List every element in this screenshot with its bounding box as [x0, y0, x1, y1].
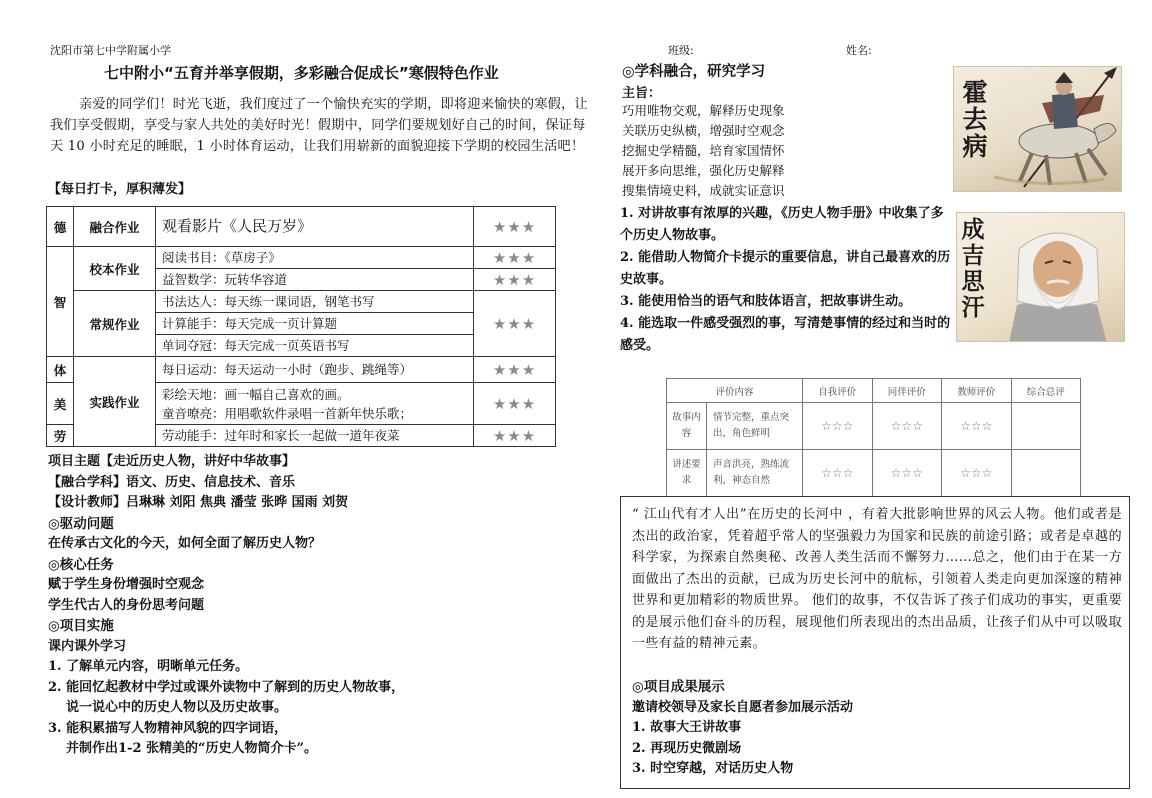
teacher-rating[interactable]: ☆☆☆: [942, 403, 1012, 450]
task-line: 彩绘天地：画一幅自己喜欢的画。: [162, 386, 350, 402]
goal-item: 关联历史纵横，增强时空观念: [622, 123, 785, 138]
results-item: 1. 故事大王讲故事: [632, 720, 742, 735]
implementation-heading: ◎项目实施: [48, 618, 114, 634]
page-title: 七中附小“五育并举享假期，多彩融合促成长”寒假特色作业: [104, 64, 499, 82]
star-rating: ★★★: [474, 425, 556, 447]
header-cell: 自我评价: [803, 379, 873, 403]
star-rating: ★★★: [474, 269, 556, 291]
ability-item: 1. 对讲故事有浓厚的兴趣，《历史人物手册》中收集了多个历史人物故事。: [620, 206, 944, 243]
task-cell: 劳动能手：过年时和家长一起做一道年夜菜: [156, 425, 474, 447]
ability-item: 4. 能选取一件感受强烈的事，写清楚事情的经过和当时的感受。: [620, 316, 951, 353]
evaluation-table: [666, 378, 1081, 497]
peer-rating[interactable]: ☆☆☆: [872, 450, 942, 497]
portrait-huo-qubing: [953, 66, 1122, 192]
category-cell: 体: [47, 357, 74, 383]
type-cell: 实践作业: [74, 357, 156, 447]
table-row: [47, 357, 556, 383]
daily-heading: 【每日打卡，厚积薄发】: [48, 182, 192, 197]
row-label: 故事内容: [667, 403, 707, 450]
star-rating: ★★★: [474, 291, 556, 357]
project-theme: 项目主题【走近历史人物，讲好中华故事】: [48, 454, 296, 469]
peer-rating[interactable]: ☆☆☆: [872, 403, 942, 450]
driving-question: 在传承古文化的今天，如何全面了解历史人物？: [48, 536, 322, 551]
implementation-item: 2. 能回忆起教材中学过或课外读物中了解到的历史人物故事，: [48, 679, 405, 695]
subject-fusion-heading: ◎学科融合，研究学习: [622, 64, 766, 80]
header-cell: 同伴评价: [872, 379, 942, 403]
header-cell: 教师评价: [942, 379, 1012, 403]
task-cell: 书法达人：每天练一课词语，钢笔书写: [156, 291, 474, 313]
total-rating[interactable]: [1011, 403, 1081, 450]
task-cell: 计算能手：每天完成一页计算题: [156, 313, 474, 335]
category-cell: 德: [47, 207, 74, 247]
project-teachers: 【设计教师】吕琳琳 刘阳 焦典 潘莹 张晔 国雨 刘贺: [48, 495, 349, 510]
portrait-genghis-khan: [956, 212, 1125, 342]
task-cell: 单词夺冠：每天完成一页英语书写: [156, 335, 474, 357]
type-cell: 校本作业: [74, 247, 156, 291]
goal-item: 展开多向思维，强化历史解释: [622, 163, 785, 178]
criteria-cell: 情节完整，重点突出，角色鲜明: [707, 403, 803, 450]
implementation-item: 并制作出1-2 张精美的“历史人物简介卡”。: [66, 741, 317, 756]
task-cell: 益智数学：玩转华容道: [156, 269, 474, 291]
task-cell: 阅读书目：《草房子》: [156, 247, 474, 269]
implementation-item: 1. 了解单元内容，明晰单元任务。: [48, 659, 249, 674]
goal-item: 搜集情境史料，成就实证意识: [622, 183, 785, 198]
header-cell: 评价内容: [667, 379, 803, 403]
ability-item: 2. 能借助人物简介卡提示的重要信息，讲自己最喜欢的历史故事。: [620, 250, 951, 287]
results-invite: 邀请校领导及家长自愿者参加展示活动: [632, 699, 854, 715]
category-cell: 劳: [47, 425, 74, 447]
homework-table: [46, 206, 556, 447]
project-subjects: 【融合学科】语文、历史、信息技术、音乐: [48, 474, 296, 490]
driving-question-heading: ◎驱动问题: [48, 515, 114, 532]
goal-item: 挖掘史学精髓，培育家国情怀: [622, 143, 785, 158]
ability-list: [620, 203, 952, 357]
category-cell: 美: [47, 383, 74, 425]
goal-list: [622, 101, 785, 201]
table-row: [47, 207, 556, 247]
task-cell: 观看影片《人民万岁》: [156, 207, 474, 247]
table-row: [667, 379, 1081, 403]
results-section: [632, 677, 1122, 780]
name-label: 姓名:: [846, 44, 872, 57]
class-label: 班级:: [668, 44, 694, 57]
self-rating[interactable]: ☆☆☆: [803, 403, 873, 450]
star-rating: ★★★: [474, 247, 556, 269]
criteria-cell: 声音洪亮，熟练流利，神态自然: [707, 450, 803, 497]
table-row: [47, 291, 556, 313]
self-rating[interactable]: ☆☆☆: [803, 450, 873, 497]
teacher-rating[interactable]: ☆☆☆: [942, 450, 1012, 497]
core-task-item: 学生代古人的身份思考问题: [48, 597, 205, 613]
portrait-name: 成 吉 思 汗: [961, 216, 985, 321]
results-item: 2. 再现历史微剧场: [632, 740, 742, 756]
implementation-item: 3. 能积累描写人物精神风貌的四字词语，: [48, 720, 288, 736]
implementation-sub: 课内课外学习: [48, 638, 127, 654]
star-rating: ★★★: [474, 383, 556, 425]
task-cell: 每日运动：每天运动一小时（跑步、跳绳等）: [156, 357, 474, 383]
type-cell: 融合作业: [74, 207, 156, 247]
task-cell: [156, 383, 474, 425]
portrait-name: 霍 去 病: [962, 78, 988, 161]
quote-paragraph: “ 江山代有才人出”在历史的长河中 ，有着大批影响世界的风云人物。他们或者是杰出的政治家，凭着超乎常人的坚强毅力为国家和民族的前途引路；或者是卓越的科学家，为探索自然奥秘、改善人类生活而不懈努力……总之，他们由于在某一方面做出了杰出的贡献，已成为历史长河中的航标，引领着人类走向更加深邃的精神世界和更加精彩的物质世界。 他们的故事，不仅告诉了孩子们成功的事实，更重要的是展示他们奋斗的历程，展现他们所表现出的杰出品质，让孩子们从中可以吸取一些有益的精神元素。: [632, 507, 1122, 651]
total-rating[interactable]: [1011, 450, 1081, 497]
row-label: 讲述要求: [667, 450, 707, 497]
task-line: 童音嘹亮：用唱歌软件录唱一首新年快乐歌；: [162, 405, 413, 421]
goal-item: 巧用唯物交观，解释历史现象: [622, 103, 785, 118]
core-task-heading: ◎核心任务: [48, 556, 114, 573]
implementation-item: 说一说心中的历史人物以及历史故事。: [66, 700, 288, 715]
intro-paragraph: 亲爱的同学们！时光飞逝，我们度过了一个愉快充实的学期，即将迎来愉快的寒假，让我们享受假期，享受与家人共处的美好时光！假期中，同学们要规划好自己的时间，保证每天 10 小时充足的睡眠，1 小时体育运动，让我们用崭新的面貌迎接下学期的校园生活吧！: [50, 97, 588, 154]
table-row: [667, 403, 1081, 450]
results-heading: ◎项目成果展示: [632, 679, 725, 695]
ability-item: 3. 能使用恰当的语气和肢体语言，把故事讲生动。: [620, 294, 912, 309]
type-cell: 常规作业: [74, 291, 156, 357]
star-rating: ★★★: [474, 207, 556, 247]
core-task-item: 赋于学生身份增强时空观念: [48, 577, 205, 592]
header-cell: 综合总评: [1011, 379, 1081, 403]
star-rating: ★★★: [474, 357, 556, 383]
table-row: [667, 450, 1081, 497]
category-cell: 智: [47, 247, 74, 357]
project-section: [48, 452, 608, 760]
table-row: [47, 247, 556, 269]
school-name: 沈阳市第七中学附属小学: [50, 44, 171, 57]
results-item: 3. 时空穿越，对话历史人物: [632, 761, 794, 776]
goal-label: 主旨：: [622, 86, 662, 101]
